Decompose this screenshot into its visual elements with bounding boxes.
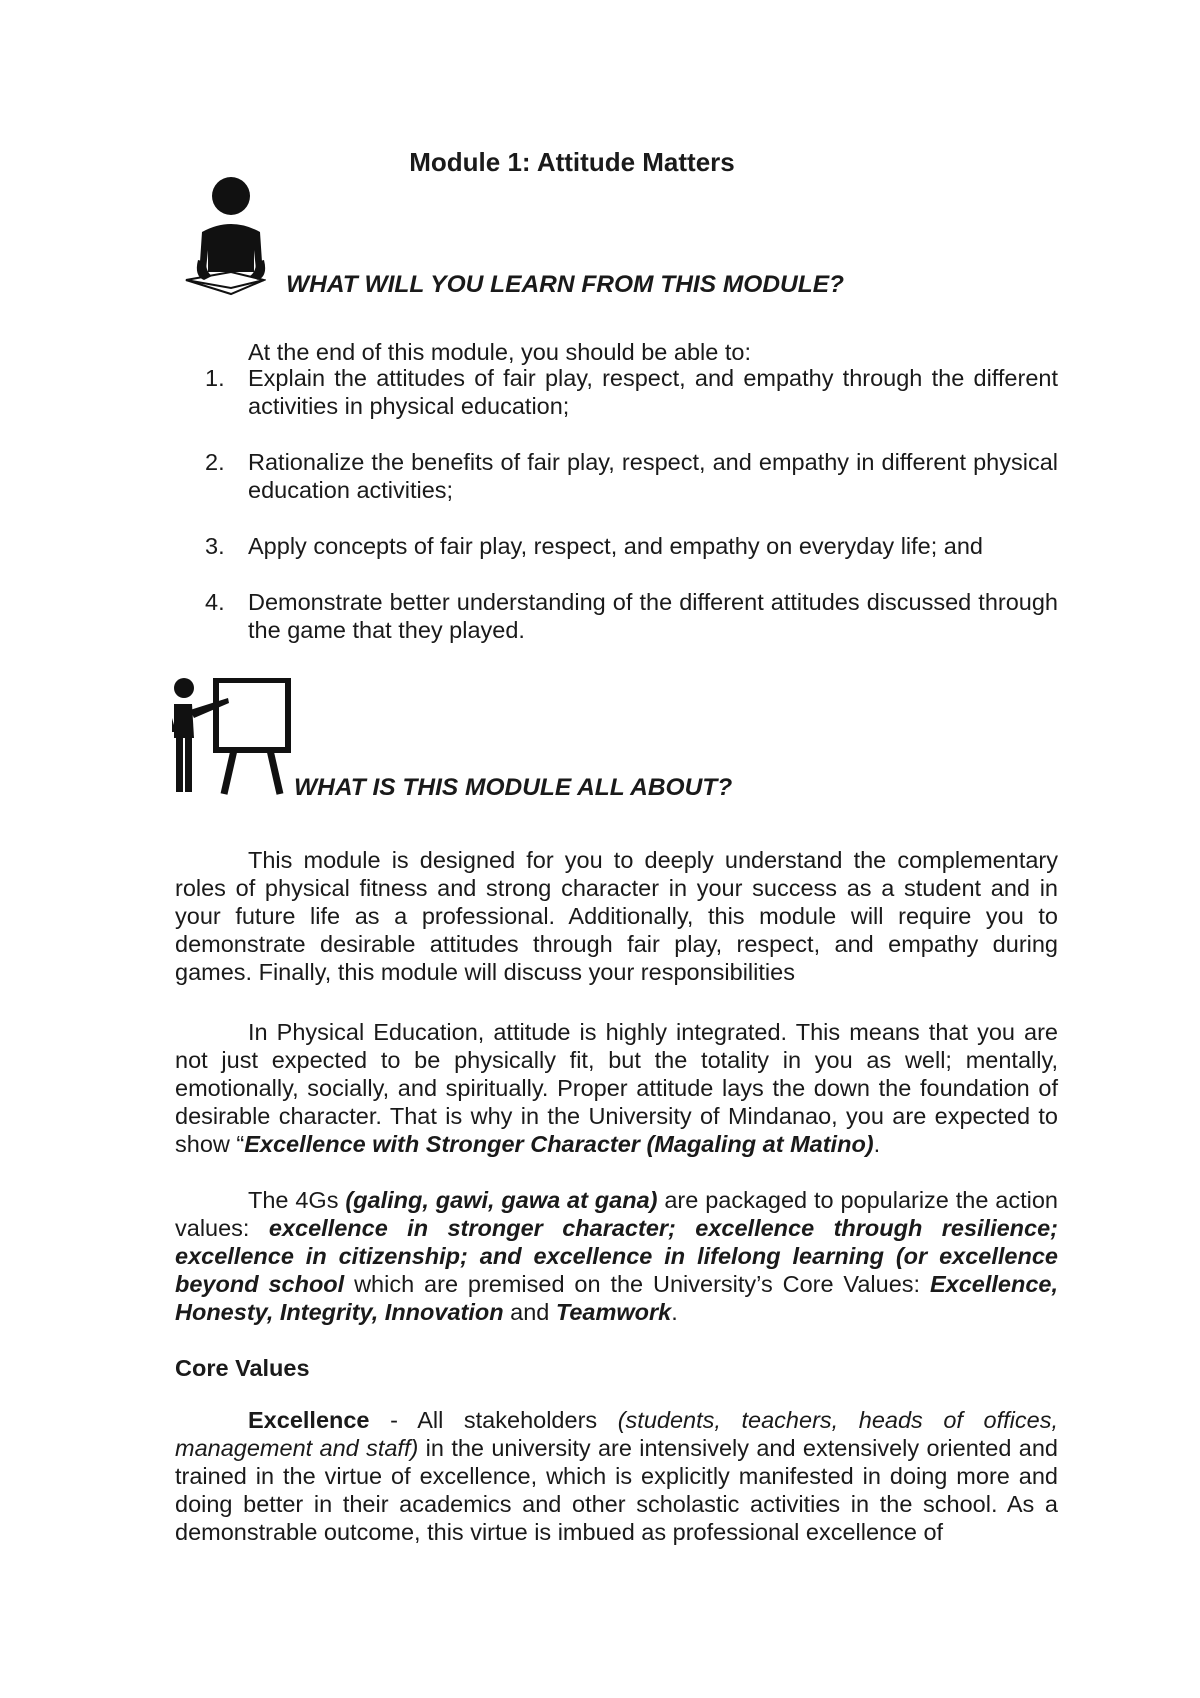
paragraph-italic: (students, teachers, heads of offices, management and staff) (175, 1407, 1058, 1461)
paragraph-emphasis: (galing, gawi, gawa at gana) (345, 1187, 658, 1213)
list-item-text: Rationalize the benefits of fair play, respect, and empathy in different physical education activities; (248, 449, 1058, 503)
list-item (205, 448, 1058, 504)
list-number: 3. (205, 533, 225, 559)
person-reading-book-icon (184, 176, 266, 298)
excellence-paragraph (175, 1406, 1058, 1546)
list-item (205, 532, 1058, 560)
paragraph-term: Excellence (248, 1407, 370, 1433)
core-values-heading: Core Values (175, 1355, 310, 1381)
paragraph-text: The 4Gs (248, 1187, 346, 1213)
objectives-intro: At the end of this module, you should be able to: (248, 339, 751, 365)
module-title: Module 1: Attitude Matters (409, 147, 735, 177)
paragraph-text: . (873, 1131, 881, 1157)
list-item (205, 364, 1058, 420)
list-item-text: Apply concepts of fair play, respect, and empathy on everyday life; and (248, 533, 984, 559)
paragraph-text: . (671, 1299, 678, 1325)
about-paragraph-1: This module is designed for you to deeply understand the complementary roles of physical fitness and strong character in your success as a student and in your future life as a professional. Additionally, this module will require you to demonstrate desirable attitudes through fair play, respect, and empathy during games. Finally, this module will discuss your responsibilities (175, 847, 1058, 985)
list-number: 2. (205, 449, 225, 475)
list-number: 1. (205, 365, 225, 391)
list-number: 4. (205, 589, 225, 615)
about-section-heading: WHAT IS THIS MODULE ALL ABOUT? (294, 774, 733, 801)
list-item-text: Demonstrate better understanding of the different attitudes discussed through the game that they played. (248, 589, 1058, 643)
about-paragraph-3 (175, 1186, 1058, 1326)
list-item-text: Explain the attitudes of fair play, respect, and empathy through the different activities in physical education; (248, 365, 1058, 419)
paragraph-text: - All stakeholders (369, 1407, 618, 1433)
teacher-presentation-board-icon (172, 678, 296, 800)
learn-section-heading: WHAT WILL YOU LEARN FROM THIS MODULE? (286, 271, 845, 298)
paragraph-text: are packaged to popularize the action values: (175, 1187, 1058, 1241)
paragraph-text: in the university are intensively and extensively oriented and trained in the virtue of excellence, which is explicitly manifested in doing more and doing better in their academics and other scholastic activities in the school. As a demonstrable outcome, this virtue is imbued as professional excellence of (175, 1435, 1058, 1545)
about-paragraph-2 (175, 1018, 1058, 1158)
paragraph-emphasis: Teamwork (555, 1299, 672, 1325)
objectives-list (205, 364, 1058, 672)
paragraph-emphasis: excellence in stronger character; excellence through resilience; excellence in citizenship; and excellence in lifelong learning (or excellence beyond school (175, 1215, 1058, 1297)
paragraph-text: and (503, 1299, 556, 1325)
paragraph-emphasis: Excellence, Honesty, Integrity, Innovation (175, 1271, 1058, 1325)
paragraph-text: which are premised on the University’s Core Values: (344, 1271, 930, 1297)
paragraph-emphasis: Excellence with Stronger Character (Magaling at Matino) (244, 1131, 874, 1157)
paragraph-text: In Physical Education, attitude is highly integrated. This means that you are not just expected to be physically fit, but the totality in you as well; mentally, emotionally, socially, and spiritually. Proper attitude lays the down the foundation of desirable character. That is why in the University of Mindanao, you are expected to show “ (175, 1019, 1058, 1157)
list-item (205, 588, 1058, 644)
